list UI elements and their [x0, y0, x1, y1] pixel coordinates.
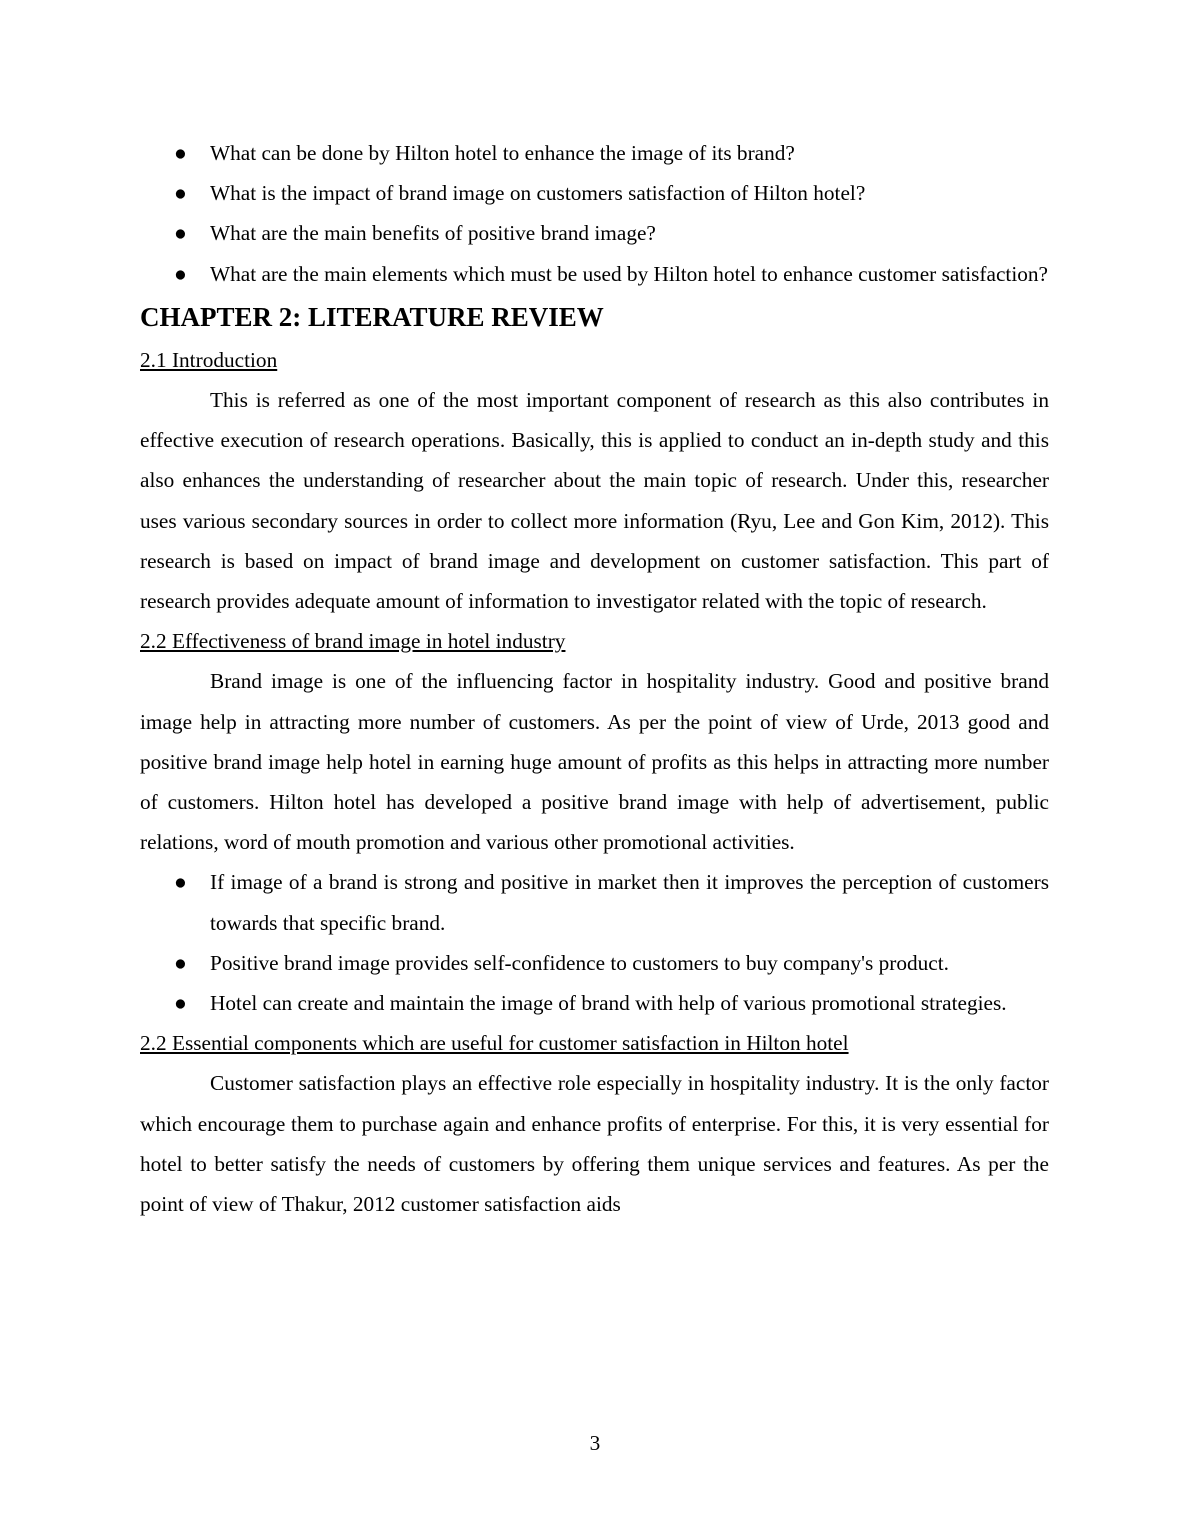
essential-components-paragraph: Customer satisfaction plays an effective role especially in hospitality industry. It is the only factor which encourage them to purchase again and enhance profits of enterprise. For this, it is very essential for hotel to better satisfy the needs of customers by offering them unique services and features. As per the point of view of Thakur, 2012 customer satisfaction aids	[140, 1071, 1049, 1217]
bullet-icon: ●	[174, 181, 187, 206]
chapter-title: CHAPTER 2: LITERATURE REVIEW	[140, 301, 604, 332]
bullet-icon: ●	[174, 221, 187, 246]
bullet-icon: ●	[174, 950, 187, 975]
list-item-text: Positive brand image provides self-confidence to customers to buy company's product.	[210, 950, 949, 975]
list-item-text: What can be done by Hilton hotel to enhance the image of its brand?	[210, 141, 795, 165]
section-heading-introduction: 2.1 Introduction	[140, 347, 278, 372]
list-item	[140, 943, 1049, 983]
list-item-text: Hotel can create and maintain the image of brand with help of various promotional strategies.	[210, 991, 1007, 1016]
page-number: 3	[589, 1431, 601, 1455]
list-item	[140, 862, 1049, 942]
list-item	[140, 173, 1049, 213]
list-item	[140, 983, 1049, 1023]
list-item-text: What are the main benefits of positive brand image?	[210, 221, 656, 246]
research-questions-list	[140, 133, 1049, 294]
bullet-icon: ●	[174, 991, 187, 1016]
bullet-icon: ●	[174, 261, 187, 286]
list-item	[140, 133, 1049, 173]
brand-image-bullets	[140, 862, 1049, 1023]
list-item-text: What is the impact of brand image on customers satisfaction of Hilton hotel?	[210, 181, 866, 206]
list-item	[140, 254, 1049, 294]
list-item	[140, 213, 1049, 253]
bullet-icon: ●	[174, 141, 187, 165]
list-item-text: What are the main elements which must be used by Hilton hotel to enhance customer satisfaction?	[210, 261, 1049, 286]
bullet-icon: ●	[174, 870, 187, 895]
document-page	[140, 133, 1049, 1224]
introduction-paragraph: This is referred as one of the most important component of research as this also contributes in effective execution of research operations. Basically, this is applied to conduct an in-depth study and this also enhances the understanding of researcher about the main topic of research. Under this, researcher uses various secondary sources in order to collect more information (Ryu, Lee and Gon Kim, 2012). This research is based on impact of brand image and development on customer satisfaction. This part of research provides adequate amount of information to investigator related with the topic of research.	[140, 388, 1049, 614]
section-heading-brand-image: 2.2 Effectiveness of brand image in hotel industry	[140, 629, 566, 654]
section-heading-essential-components: 2.2 Essential components which are useful for customer satisfaction in Hilton hotel	[140, 1031, 849, 1056]
list-item-text: If image of a brand is strong and positive in market then it improves the perception of customers towards that specific brand.	[210, 870, 1049, 935]
brand-image-paragraph: Brand image is one of the influencing factor in hospitality industry. Good and positive brand image help in attracting more number of customers. As per the point of view of Urde, 2013 good and positive brand image help hotel in earning huge amount of profits as this helps in attracting more number of customers. Hilton hotel has developed a positive brand image with help of advertisement, public relations, word of mouth promotion and various other promotional activities.	[140, 669, 1049, 855]
